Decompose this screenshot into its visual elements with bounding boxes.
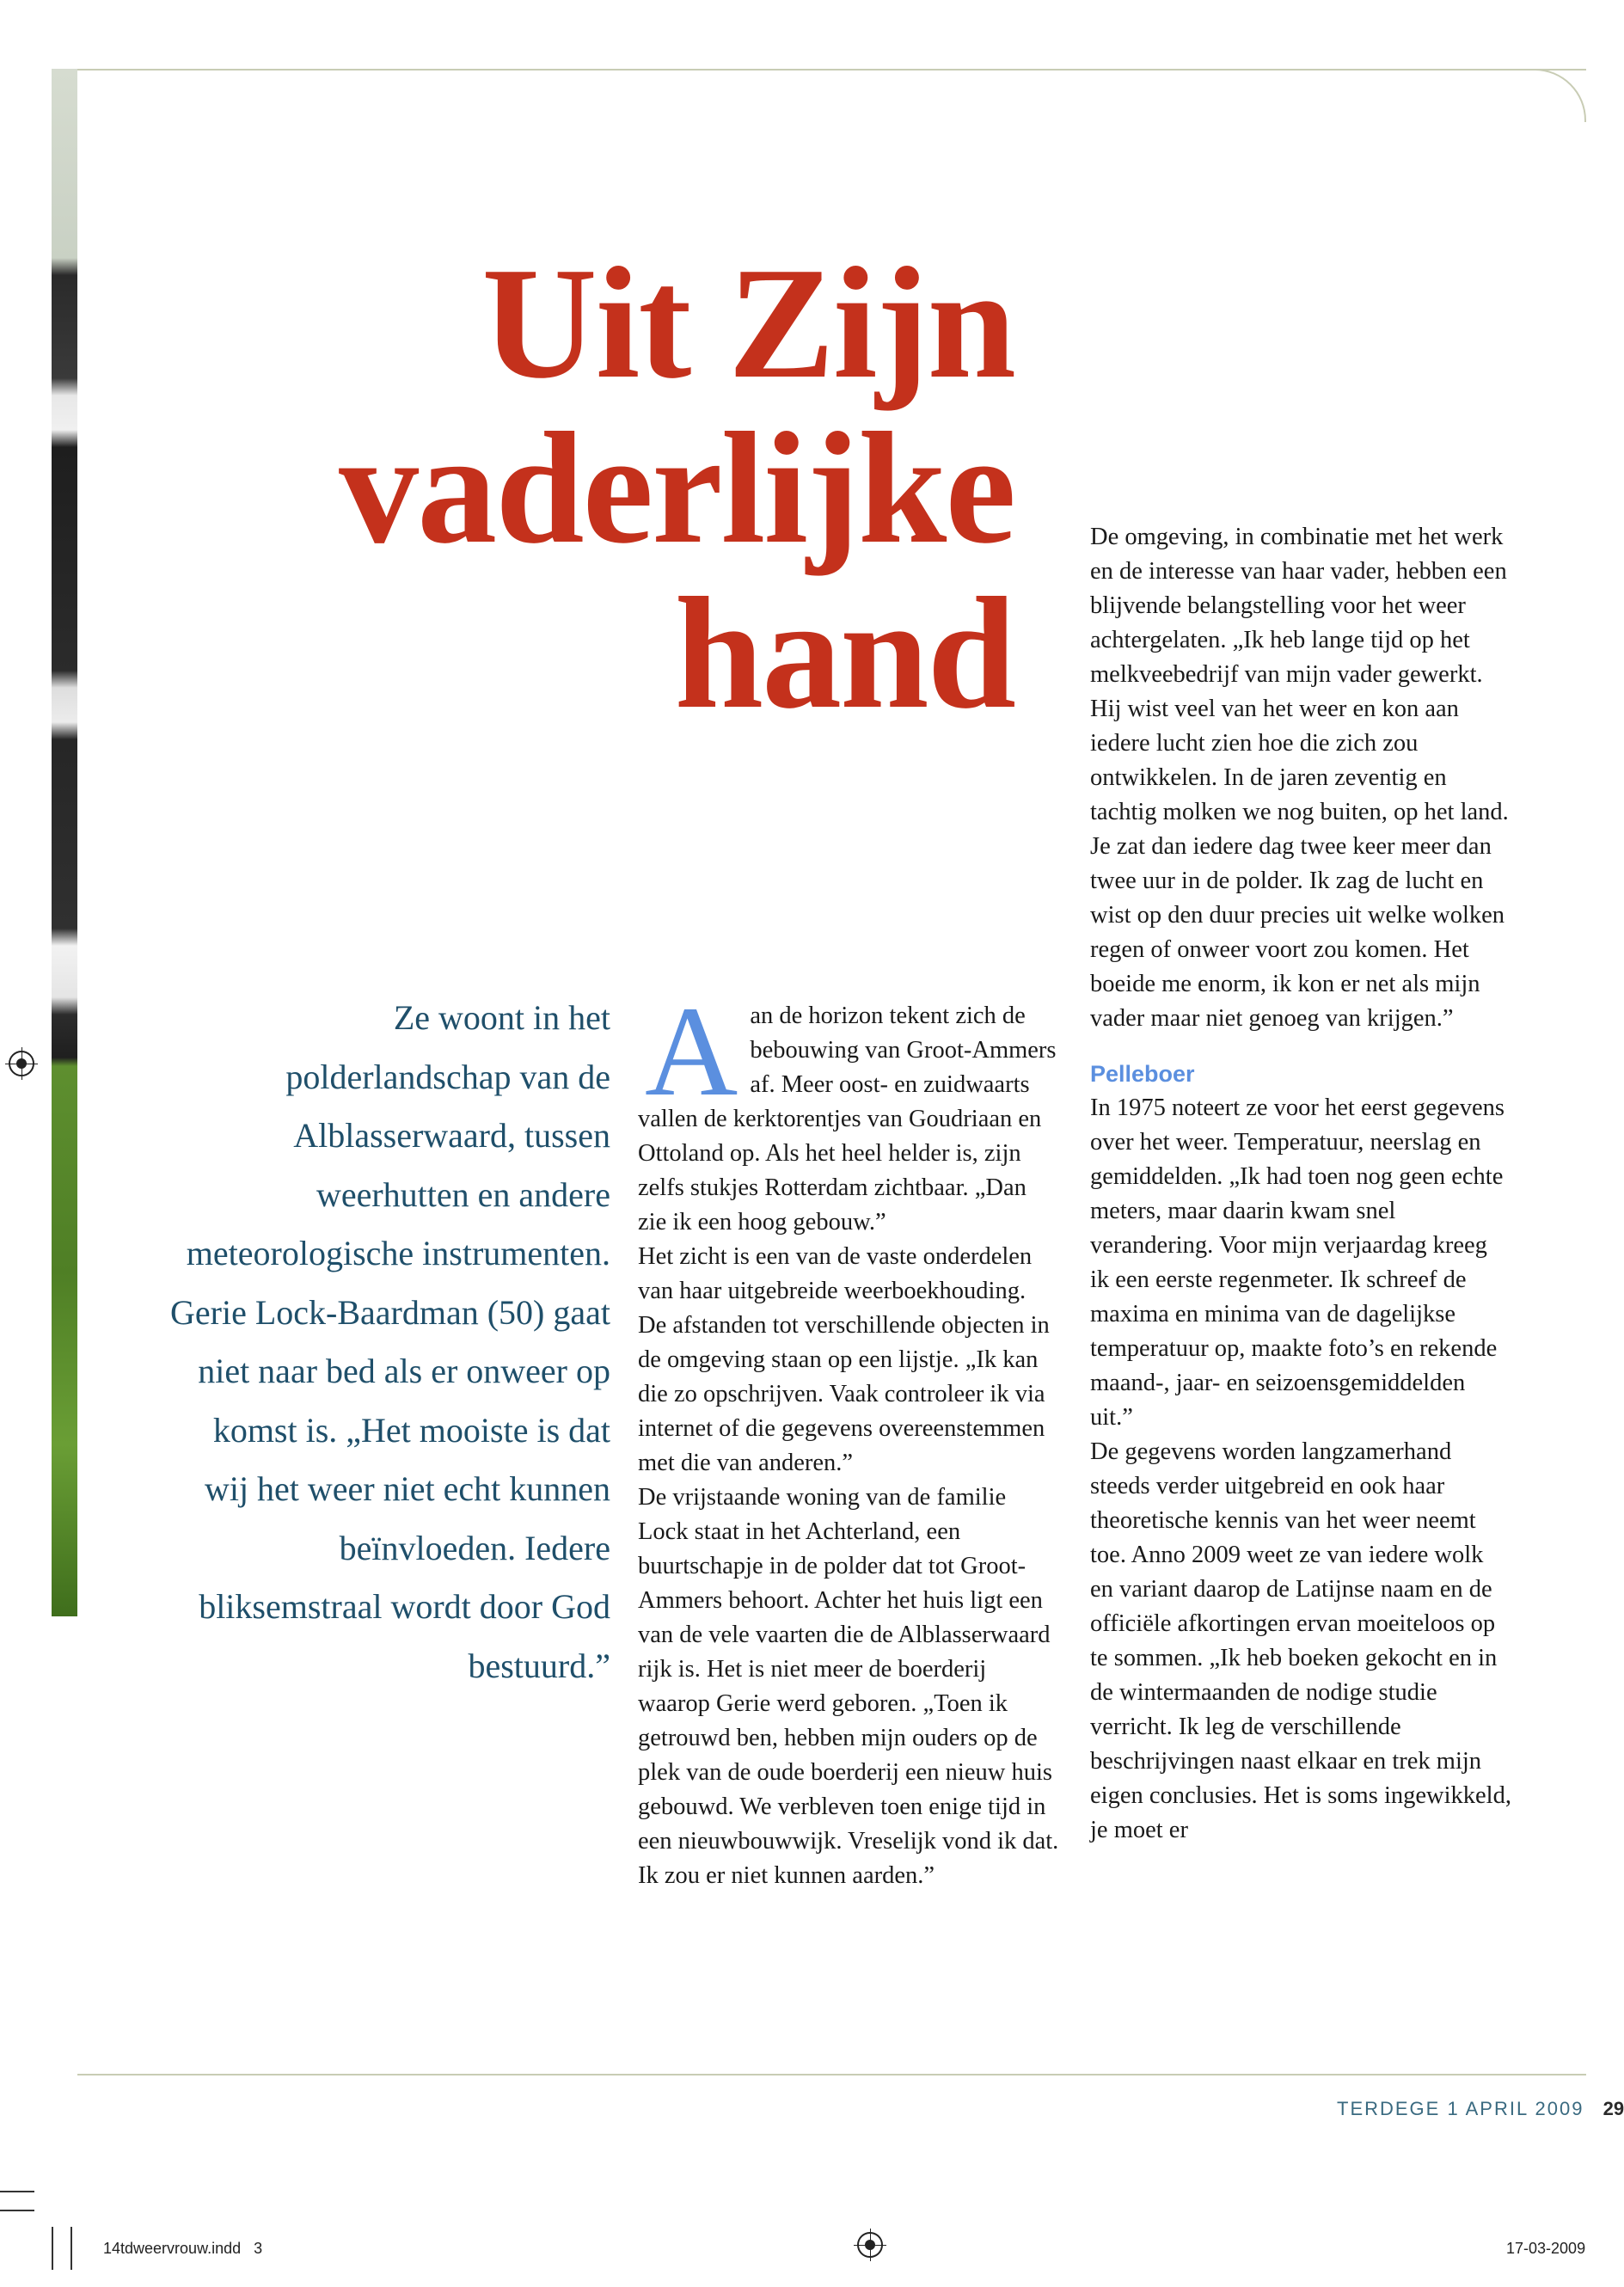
slug-date: 17-03-2009 — [1506, 2240, 1586, 2257]
slug-filename: 14tdweervrouw.indd 3 — [103, 2240, 263, 2257]
article-title — [172, 235, 1014, 742]
crop-mark — [52, 2227, 53, 2270]
page-number: 29 — [1603, 2098, 1624, 2119]
crop-mark — [70, 2227, 72, 2270]
body-paragraph: In 1975 noteert ze voor het eerst gegevens over het weer. Temperatuur, neerslag en gemiddelden. „Ik had toen nog geen echte meters, maar daarin kwam snel verandering. Voor mijn verjaardag kreeg ik een eerste regenmeter. Ik schreef de maxima en minima van de dagelijkse temperatuur op, maakte foto’s en rekende maand-, jaar- en seizoensgemiddelden uit.” — [1090, 1094, 1504, 1431]
registration-mark-bottom — [857, 2232, 883, 2258]
crop-mark — [0, 2210, 34, 2211]
body-paragraph: De omgeving, in combinatie met het werk en de interesse van haar vader, hebben een blijvende belangstelling voor het weer achtergelaten. „Ik heb lange tijd op het melkveebedrijf van mijn vader gewerkt. Hij wist veel van het weer en kon aan iedere lucht zien hoe die zich zou ontwikkelen. In de jaren zeventig en tachtig molken we nog buiten, op het land. Je zat dan iedere dag twee keer meer dan twee uur in de polder. Ik zag de lucht en wist op den duur precies uit welke wolken regen of onweer voort zou komen. Het boeide me enorm, ik kon er net als mijn vader maar niet genoeg van krijgen.” — [1090, 524, 1509, 1032]
title-line-2: vaderlijke — [339, 400, 1014, 577]
body-paragraph: De vrijstaande woning van de familie Lock staat in het Achterland, een buurtschapje in de polder dat tot Groot-Ammers behoort. Achter het huis ligt een van de vele vaarten die de Alblasserwaard rijk is. Het is niet meer de boerderij waarop Gerie werd geboren. „Toen ik getrouwd ben, hebben mijn ouders op de plek van de oude boerderij een nieuw huis gebouwd. We verbleven toen enige tijd in een nieuwbouwwijk. Vreselijk vond ik dat. Ik zou er niet kunnen aarden.” — [638, 1484, 1059, 1889]
body-column-right — [1090, 520, 1511, 1848]
dropcap: A — [645, 980, 738, 1123]
subheading: Pelleboer — [1090, 1061, 1195, 1087]
lead-paragraph: Ze woont in het polderlandschap van de Alblasserwaard, tussen weerhutten en andere meteorologische instrumenten. Gerie Lock-Baardman (50) gaat niet naar bed als er onweer op komst is. „Het mooiste is dat wij het weer niet echt kunnen beïnvloeden. Iedere bliksemstraal wordt door God bestuurd.” — [170, 998, 610, 1685]
body-column-middle — [638, 980, 1059, 1893]
issue-date: 1 APRIL 2009 — [1447, 2098, 1584, 2119]
registration-mark-left — [9, 1051, 34, 1076]
magazine-name: TERDEGE — [1337, 2098, 1441, 2119]
body-paragraph: Het zicht is een van de vaste onderdelen van haar uitgebreide weerboekhouding. De afstanden tot verschillende objecten in de omgeving staan op een lijstje. „Ik kan die zo opschrijven. Vaak controleer ik via internet of die gegevens overeenstemmen met die van anderen.” — [638, 1243, 1050, 1476]
body-paragraph — [638, 980, 1059, 1240]
title-line-3: hand — [674, 565, 1014, 742]
page-footer — [1337, 2098, 1624, 2120]
body-paragraph-text: an de horizon tekent zich de bebouwing van Groot-Ammers af. Meer oost- en zuidwaarts vallen de kerktorentjes van Goudriaan en Ottoland op. Als het heel helder is, zijn zelfs stukjes Rotterdam zichtbaar. „Dan zie ik een hoog gebouw.” — [638, 1002, 1057, 1235]
body-paragraph: De gegevens worden langzamerhand steeds verder uitgebreid en ook haar theoretische kennis van het weer neemt toe. Anno 2009 weet ze van iedere wolk en variant daarop de Latijnse naam en de officiële afkortingen ervan moeiteloos op te sommen. „Ik heb boeken gekocht en in de wintermaanden de nodige studie verricht. Ik leg de verschillende beschrijvingen naast elkaar en trek mijn eigen conclusies. Het is soms ingewikkeld, je moet er — [1090, 1438, 1511, 1843]
photo-strip — [52, 69, 77, 1616]
crop-mark — [0, 2191, 34, 2192]
title-line-1: Uit Zijn — [481, 235, 1014, 412]
